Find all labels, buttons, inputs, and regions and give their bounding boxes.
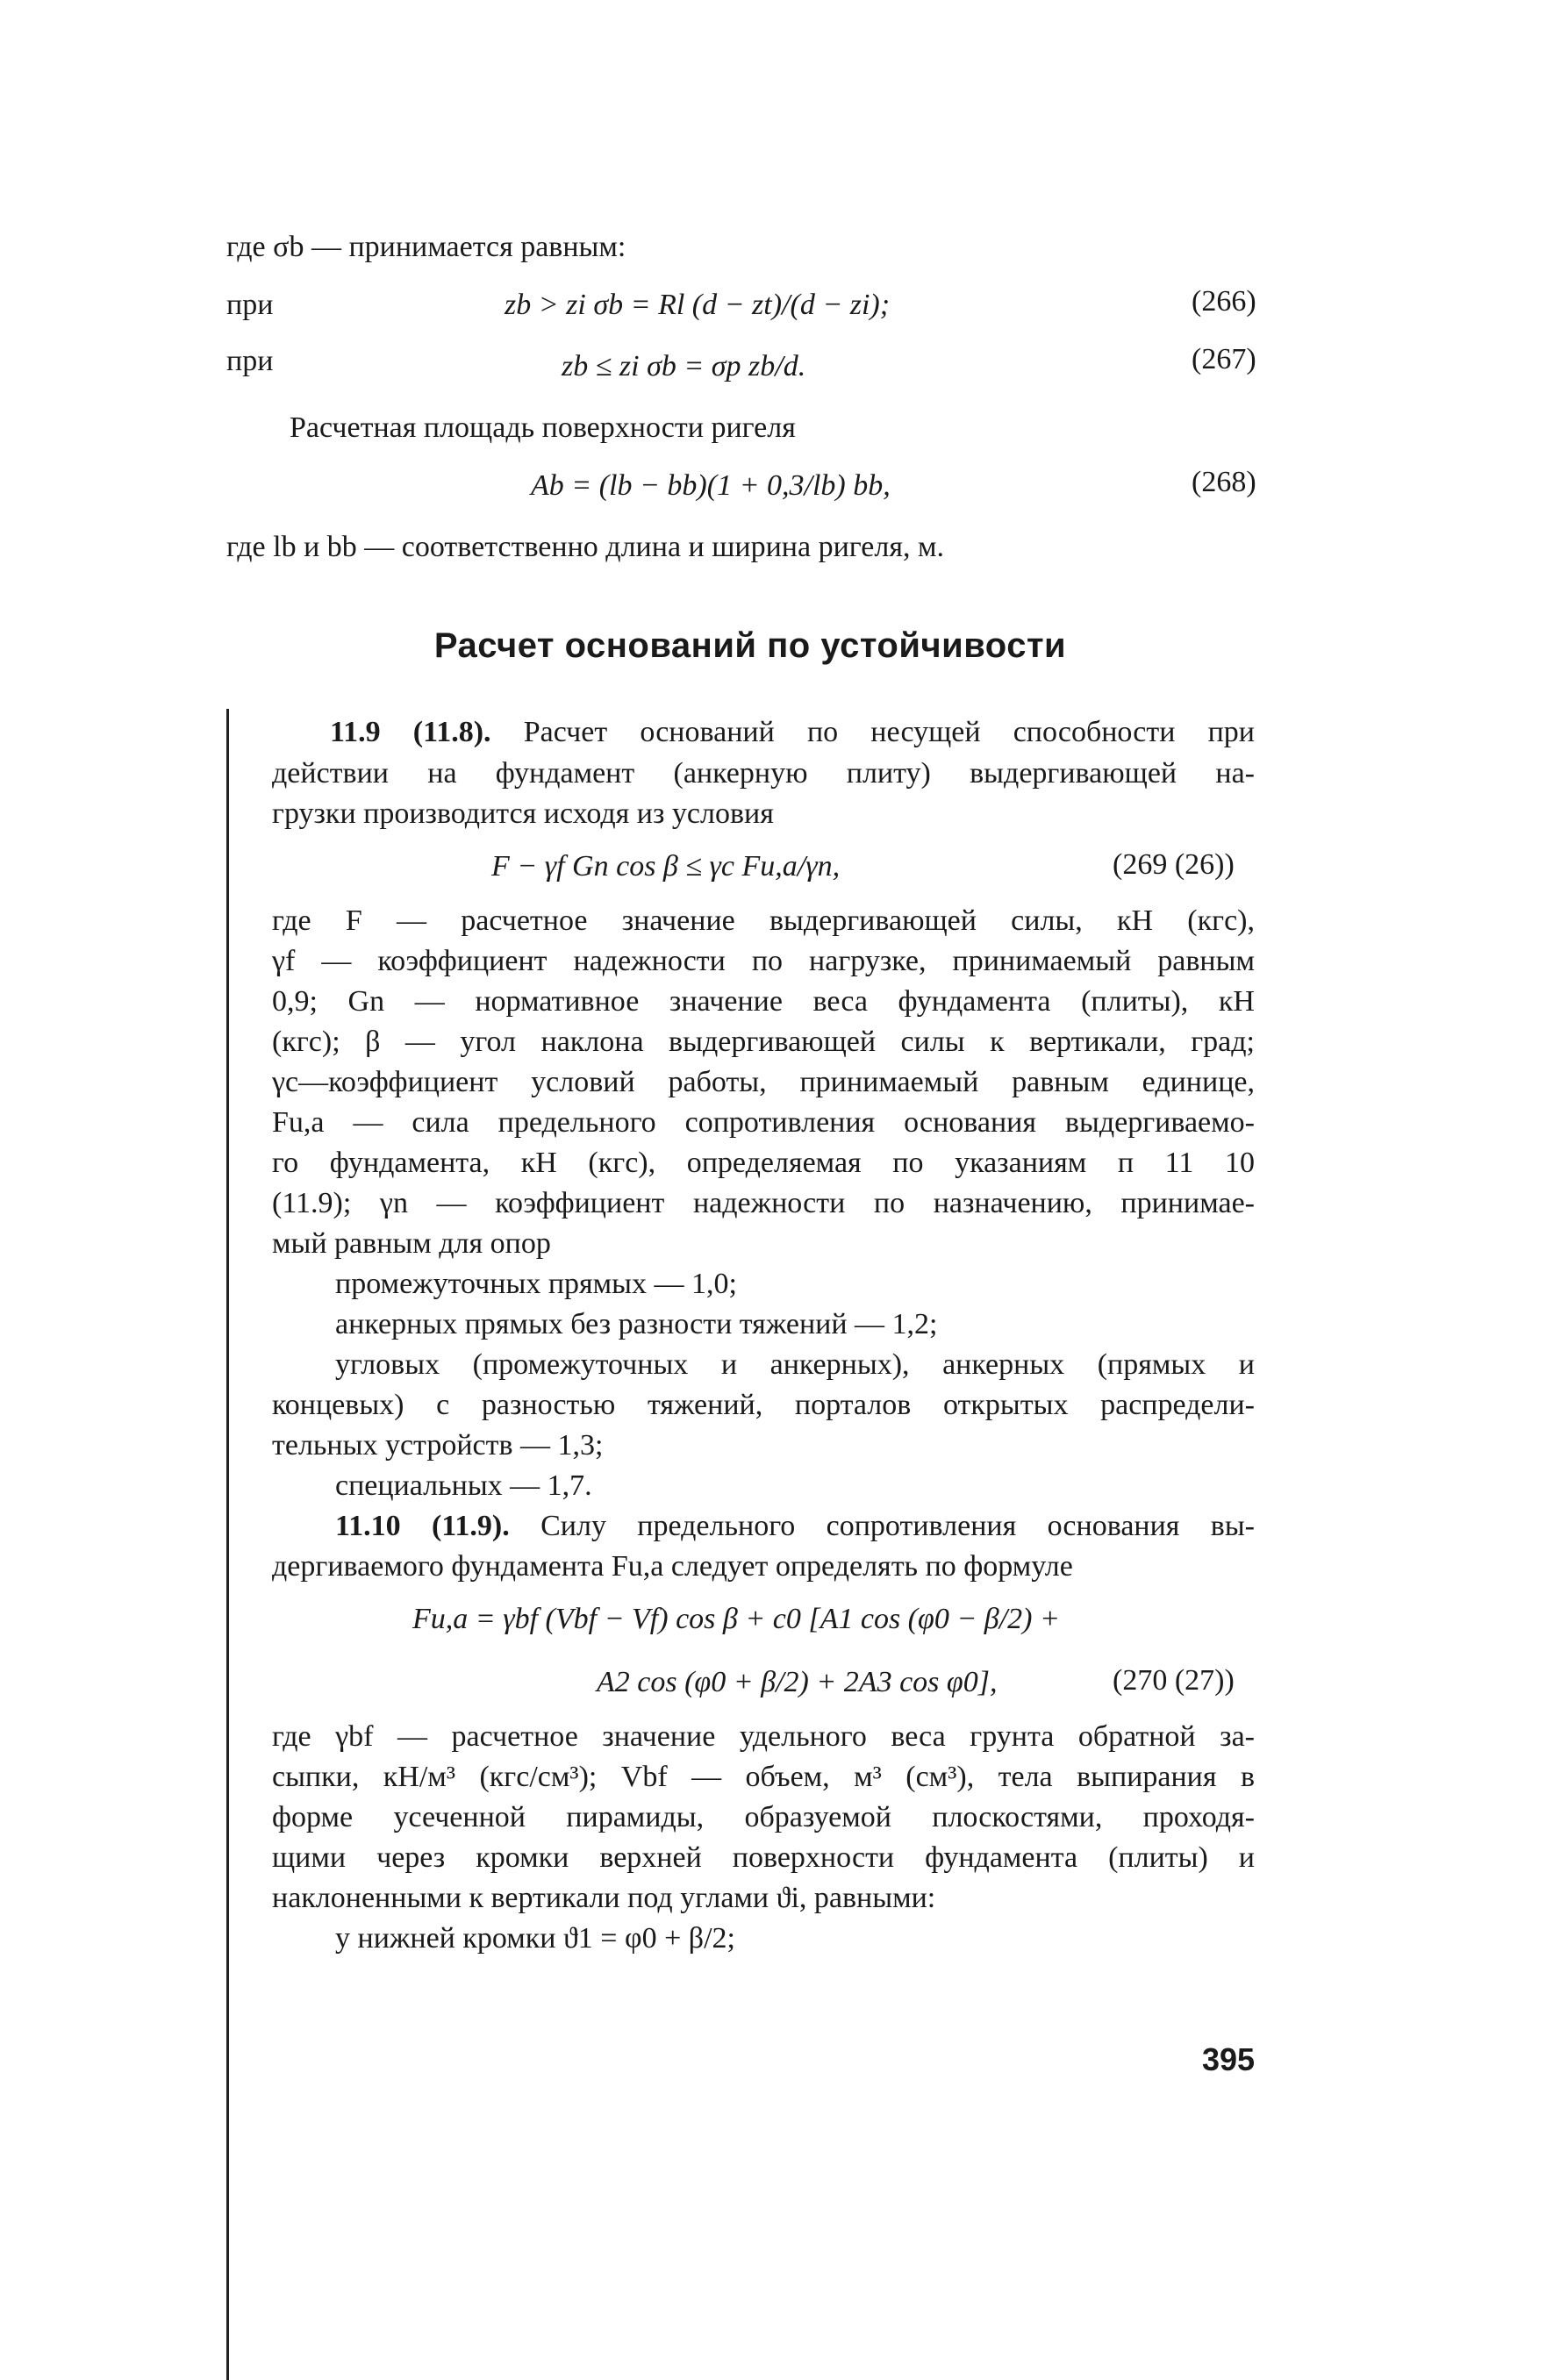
paragraph-line: действии на фундамент (анкерную плиту) выдергивающей на- [272, 757, 1255, 790]
list-item: угловых (промежуточных и анкерных), анкерных (прямых и [335, 1348, 1255, 1381]
equation-268: Ab = (lb − bb)(1 + 0,3/lb) bb, [531, 469, 891, 502]
equation-number: (267) [1192, 343, 1256, 375]
paragraph-line: грузки производится исходя из условия [272, 797, 774, 830]
paragraph-line: (кгс); β — угол наклона выдергивающей силы к вертикали, град; [272, 1026, 1255, 1058]
paragraph-line [335, 1509, 1255, 1544]
equation-270-line-2: A2 cos (φ0 + β/2) + 2A3 cos φ0], [597, 1666, 998, 1698]
margin-change-bar [226, 709, 229, 2380]
text-line: где lb и bb — соответственно длина и ширина ригеля, м. [226, 531, 944, 563]
paragraph-line: дергиваемого фундамента Fu,a следует определять по формуле [272, 1550, 1073, 1583]
paragraph-line: щими через кромки верхней поверхности фундамента (плиты) и [272, 1841, 1255, 1874]
paragraph-line: 0,9; Gn — нормативное значение веса фундамента (плиты), кН [272, 985, 1255, 1018]
list-item: специальных — 1,7. [335, 1469, 592, 1502]
clause-number: 11.9 (11.8). [330, 716, 491, 748]
condition-label: при [226, 345, 274, 377]
paragraph-line: го фундамента, кН (кгс), определяемая по указаниям п 11 10 [272, 1147, 1255, 1179]
paragraph-line: наклоненными к вертикали под углами ϑi, равными: [272, 1882, 936, 1914]
paragraph-line: где F — расчетное значение выдергивающей силы, кН (кгс), [272, 904, 1255, 937]
text-line: где σb — принимается равным: [226, 231, 626, 263]
paragraph-line: форме усеченной пирамиды, образуемой плоскостями, проходя- [272, 1801, 1255, 1833]
paragraph-text: Расчет оснований по несущей способности при [523, 716, 1255, 748]
clause-number: 11.10 (11.9). [335, 1510, 510, 1542]
page-number: 395 [1202, 2041, 1256, 2077]
equation-number: (268) [1192, 466, 1256, 498]
equation-267: zb ≤ zi σb = σp zb/d. [562, 350, 806, 382]
equation-number: (269 (26)) [1113, 848, 1235, 881]
paragraph-text: Силу предельного сопротивления основания вы- [540, 1510, 1256, 1542]
equation-270-line-1: Fu,a = γbf (Vbf − Vf) cos β + c0 [A1 cos (φ0 − β/2) + [412, 1603, 1060, 1635]
section-heading: Расчет оснований по устойчивости [433, 626, 1067, 665]
paragraph-line [330, 715, 1255, 750]
paragraph-line: мый равным для опор [272, 1227, 551, 1260]
equation-269: F − γf Gn cos β ≤ γc Fu,a/γn, [491, 850, 841, 883]
equation-number: (266) [1192, 285, 1256, 318]
list-item: концевых) с разностью тяжений, порталов открытых распредели- [272, 1389, 1255, 1421]
paragraph-line: где γbf — расчетное значение удельного веса грунта обратной за- [272, 1720, 1255, 1753]
paragraph-line: γc—коэффициент условий работы, принимаемый равным единице, [272, 1066, 1255, 1098]
list-item: тельных устройств — 1,3; [272, 1429, 604, 1462]
paragraph-line: γf — коэффициент надежности по нагрузке, принимаемый равным [272, 945, 1255, 977]
paragraph-line: сыпки, кН/м³ (кгс/см³); Vbf — объем, м³ (см³), тела выпирания в [272, 1761, 1255, 1793]
paragraph-line: у нижней кромки ϑ1 = φ0 + β/2; [335, 1922, 735, 1955]
list-item: промежуточных прямых — 1,0; [335, 1268, 737, 1300]
paragraph-line: Fu,a — сила предельного сопротивления основания выдергиваемо- [272, 1106, 1255, 1139]
list-item: анкерных прямых без разности тяжений — 1,2; [335, 1308, 938, 1340]
equation-number: (270 (27)) [1113, 1664, 1235, 1697]
text-line: Расчетная площадь поверхности ригеля [290, 411, 796, 444]
equation-266: zb > zi σb = Rl (d − zt)/(d − zi); [505, 289, 891, 321]
paragraph-line: (11.9); γn — коэффициент надежности по назначению, принимае- [272, 1187, 1255, 1219]
condition-label: при [226, 289, 274, 321]
